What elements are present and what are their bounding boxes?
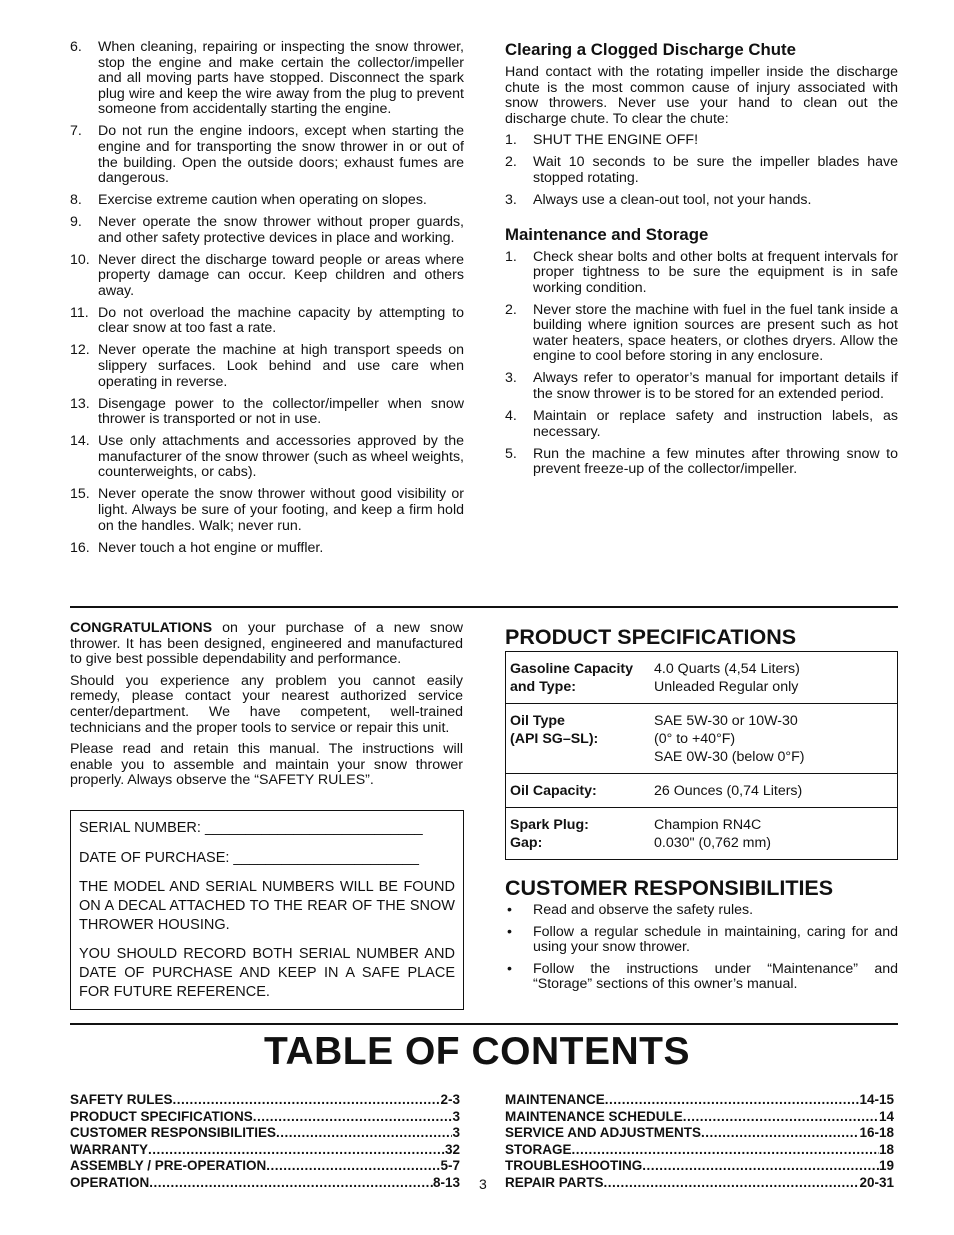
list-item: 14. Use only attachments and accessories approved by the manufacturer of the snow thrower (such as wheel weights, counterweights, or cabs). [70, 433, 464, 481]
safety-rules-column [70, 40, 464, 563]
list-item: 3. Always refer to operator’s manual for important details if the snow thrower is to be stored for an extended period. [505, 370, 898, 403]
section-divider [70, 1023, 898, 1025]
list-item: 1. SHUT THE ENGINE OFF! [505, 132, 699, 149]
maintenance-storage-heading: Maintenance and Storage [505, 224, 709, 244]
list-item: • Read and observe the safety rules. [507, 902, 754, 918]
purchase-date-field[interactable]: DATE OF PURCHASE: _______________________ [79, 850, 419, 866]
table-row: Spark Plug: Gap: Champion RN4C 0.030" (0,762 mm) [510, 817, 772, 851]
record-reminder-note: YOU SHOULD RECORD BOTH SERIAL NUMBER AND DATE OF PURCHASE AND KEEP IN A SAFE PLACE FOR FUTURE REFERENCE. [79, 946, 455, 1000]
list-item: 15. Never operate the snow thrower without good visibility or light. Always be sure of your footing, and keep a firm hold on the handles. Walk; never run. [70, 486, 464, 534]
specifications-table [505, 651, 898, 860]
maintenance-storage-steps [505, 250, 898, 478]
toc-entry[interactable]: ASSEMBLY / PRE-OPERATION ..... 5-7 [70, 1158, 460, 1175]
clogged-chute-heading: Clearing a Clogged Discharge Chute [505, 40, 796, 59]
serial-record-box [70, 810, 464, 1010]
section-divider [70, 606, 898, 608]
list-item: 3. Always use a clean-out tool, not your hands. [505, 191, 812, 208]
congratulations-section [70, 621, 463, 795]
list-item: 12. Never operate the machine at high transport speeds on slippery surfaces. Look behind and use care when operating in reverse. [70, 342, 464, 390]
toc-entry[interactable]: OPERATION ..... 8-13 [70, 1175, 460, 1192]
congrats-paragraph-1: CONGRATULATIONS on your purchase of a new snow thrower. It has been designed, engineered and manufactured to give best possible dependability and performance. [70, 620, 463, 668]
page-number: 3 [479, 1176, 487, 1192]
list-item: 11. Do not overload the machine capacity by attempting to clear snow at too fast a rate. [70, 304, 464, 337]
table-row: Gasoline Capacity and Type: 4.0 Quarts (4,54 Liters) Unleaded Regular only [506, 652, 897, 704]
toc-entry[interactable]: REPAIR PARTS ..... 20-31 [505, 1175, 894, 1192]
list-item: 16. Never touch a hot engine or muffler. [70, 539, 324, 556]
toc-entry[interactable]: WARRANTY ..... 32 [70, 1142, 460, 1159]
congrats-paragraph-2: Should you experience any problem you cannot easily remedy, please contact your nearest authorized service center/department. We have competent, well-trained technicians and the proper tools to service or repair this unit. [70, 672, 463, 736]
chute-maintenance-column [505, 40, 898, 484]
toc-title: TABLE OF CONTENTS [264, 1030, 690, 1073]
list-item: 9. Never operate the snow thrower without proper guards, and other safety protective devices in place and working. [70, 214, 464, 246]
table-row: Oil Capacity: 26 Ounces (0,74 Liters) [506, 774, 897, 808]
list-item: 8. Exercise extreme caution when operating on slopes. [70, 192, 427, 209]
decal-location-note: THE MODEL AND SERIAL NUMBERS WILL BE FOUND ON A DECAL ATTACHED TO THE REAR OF THE SNOW THROWER HOUSING. [79, 879, 455, 933]
list-item: 6. When cleaning, repairing or inspecting the snow thrower, stop the engine and make certain the collector/impeller and all moving parts have stopped. Disconnect the spark plug wire and keep the wire away from the plug to prevent someone from accidentally starting the engine. [70, 39, 464, 118]
toc-entry[interactable]: SAFETY RULES ..... 2-3 [70, 1092, 460, 1109]
list-item: 4. Maintain or replace safety and instruction labels, as necessary. [505, 408, 898, 440]
list-item: 7. Do not run the engine indoors, except when starting the engine and for transporting the snow thrower in or out of the building. Open the outside doors; exhaust fumes are dangerous. [70, 123, 464, 187]
list-item: • Follow a regular schedule in maintaining, caring for and using your snow thrower. [507, 923, 898, 956]
toc-entry[interactable]: STORAGE ..... 18 [505, 1142, 894, 1159]
list-item: 2. Never store the machine with fuel in the fuel tank inside a building where ignition sources are present such as hot water heaters, space heaters, or clothes dryers. Allow the engine to cool before storing in any enclosure. [505, 301, 898, 365]
clogged-chute-steps [505, 133, 898, 208]
list-item: 5. Run the machine a few minutes after throwing snow to prevent freeze-up of the collector/impeller. [505, 445, 898, 478]
list-item: 10. Never direct the discharge toward people or areas where property damage can occur. Keep children and others away. [70, 251, 464, 299]
toc-entry[interactable]: TROUBLESHOOTING ..... 19 [505, 1158, 894, 1175]
product-specifications-heading: PRODUCT SPECIFICATIONS [505, 625, 797, 649]
clogged-chute-intro: Hand contact with the rotating impeller inside the discharge chute is the most common cause of injury associated with snow throwers. Never use your hand to clean out the discharge chute. To clear the chute: [505, 64, 898, 127]
customer-responsibilities-heading: CUSTOMER RESPONSIBILITIES [505, 876, 834, 900]
list-item: 1. Check shear bolts and other bolts at frequent intervals for proper tightness to be sure the equipment is in safe working condition. [505, 248, 898, 296]
safety-rules-list [70, 40, 464, 556]
serial-number-field[interactable]: SERIAL NUMBER: ___________________________ [79, 820, 423, 836]
list-item: 13. Disengage power to the collector/impeller when snow thrower is transported or not in use. [70, 395, 464, 428]
toc-left-column [70, 1092, 460, 1192]
toc-entry[interactable]: MAINTENANCE ..... 14-15 [505, 1092, 894, 1109]
toc-entry[interactable]: CUSTOMER RESPONSIBILITIES ..... 3 [70, 1125, 460, 1142]
list-item: 2. Wait 10 seconds to be sure the impeller blades have stopped rotating. [505, 154, 898, 186]
toc-right-column [505, 1092, 894, 1192]
congrats-paragraph-3: Please read and retain this manual. The instructions will enable you to assemble and maintain your snow thrower properly. Always observe the “SAFETY RULES”. [70, 741, 463, 789]
list-item: • Follow the instructions under “Maintenance” and “Storage” sections of this owner’s manual. [507, 960, 898, 993]
responsibilities-section [505, 903, 898, 999]
toc-entry[interactable]: SERVICE AND ADJUSTMENTS ..... 16-18 [505, 1125, 894, 1142]
responsibilities-list [505, 903, 898, 993]
toc-entry[interactable]: PRODUCT SPECIFICATIONS ..... 3 [70, 1109, 460, 1126]
toc-entry[interactable]: MAINTENANCE SCHEDULE ..... 14 [505, 1109, 894, 1126]
table-row: Oil Type (API SG–SL): SAE 5W-30 or 10W-30 (0° to +40°F) SAE 0W-30 (below 0°F) [506, 704, 897, 774]
